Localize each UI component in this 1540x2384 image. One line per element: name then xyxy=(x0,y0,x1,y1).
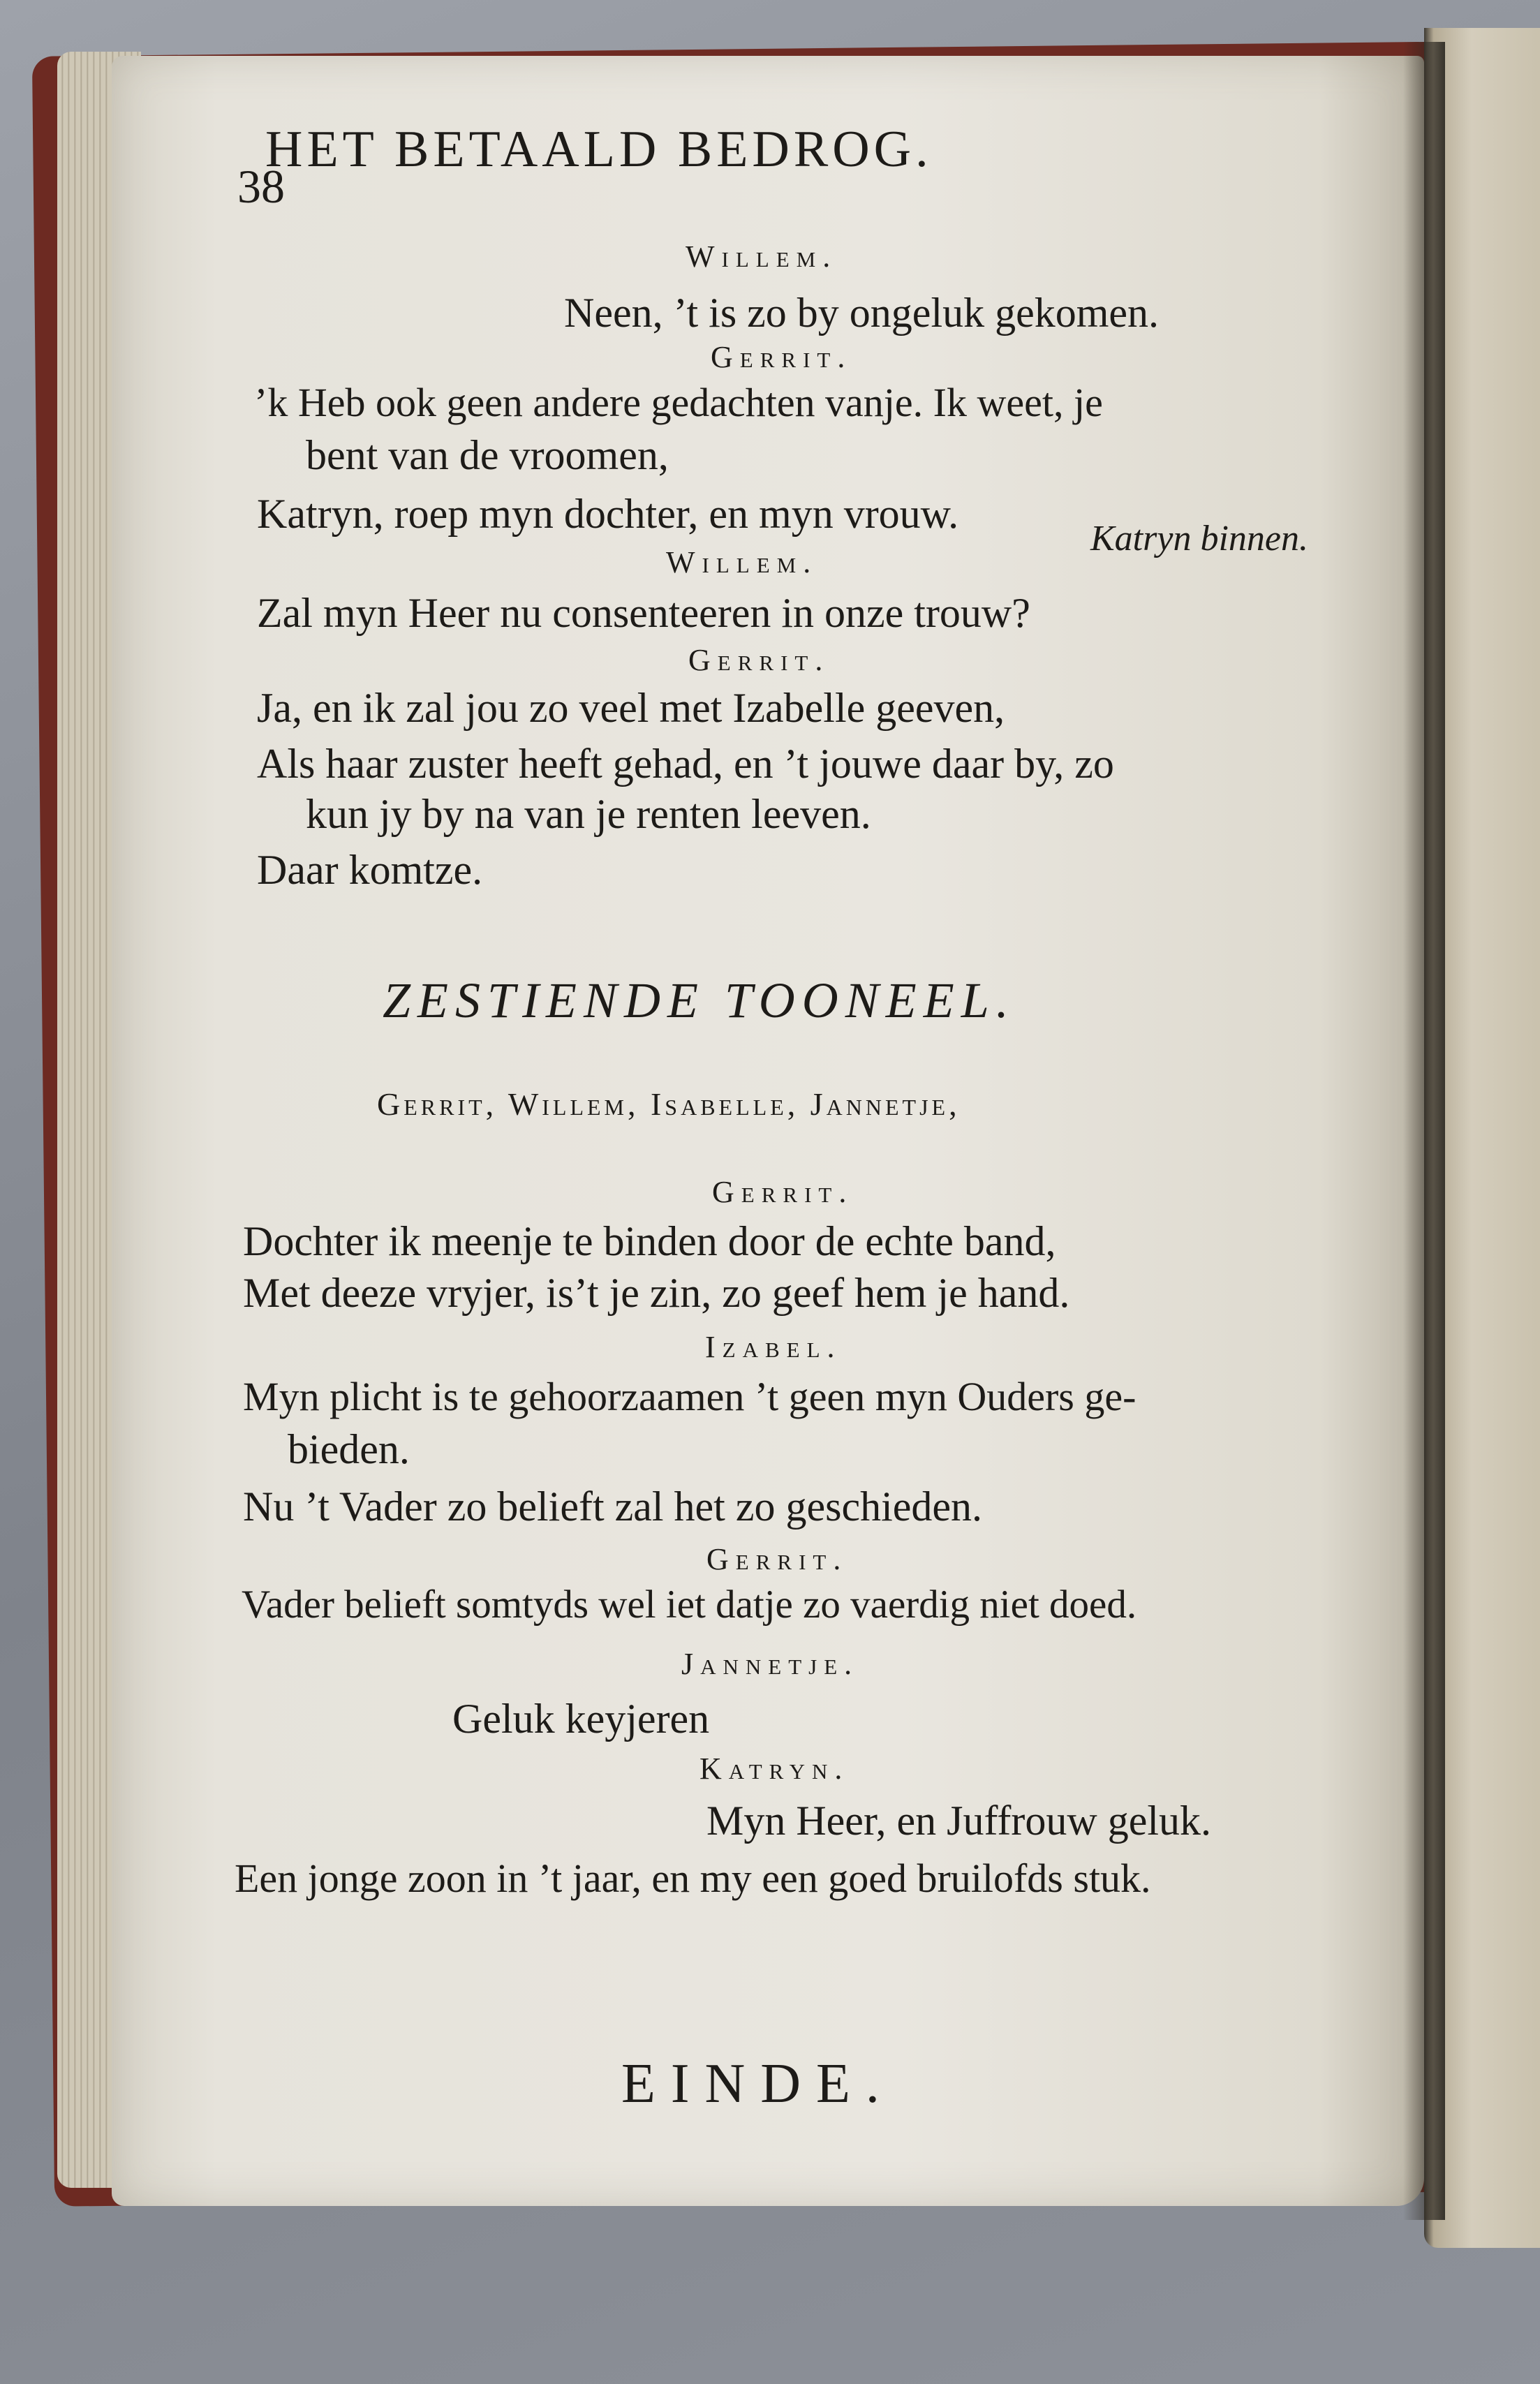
speaker-label: Katryn. xyxy=(699,1752,850,1786)
speaker-label: Willem. xyxy=(666,545,818,579)
speaker-label: Willem. xyxy=(686,239,838,274)
verse-line: Een jonge zoon in ’t jaar, en my een goed bruilofds stuk. xyxy=(235,1856,1151,1901)
verse-line: Daar komtze. xyxy=(257,847,483,893)
speaker-label: Jannetje. xyxy=(681,1647,859,1681)
verse-line: Myn plicht is te gehoorzaamen ’t geen myn Ouders ge- xyxy=(243,1374,1137,1419)
running-title: HET BETAALD BEDROG. xyxy=(265,121,933,178)
cast-list: Gerrit, Willem, Isabelle, Jannetje, xyxy=(377,1086,961,1122)
verse-line: Katryn, roep myn dochter, en myn vrouw. xyxy=(257,491,959,537)
verse-line: Als haar zuster heeft gehad, en ’t jouwe daar by, zo xyxy=(257,741,1114,787)
verse-line: Myn Heer, en Juffrouw geluk. xyxy=(706,1798,1211,1844)
scene-heading: ZESTIENDE TOONEEL. xyxy=(383,972,1016,1028)
verse-line: ’k Heb ook geen andere gedachten vanje. Ik weet, je xyxy=(254,380,1103,425)
verse-line: Dochter ik meenje te binden door de echte band, xyxy=(243,1218,1056,1264)
end-marker: EINDE. xyxy=(621,2053,895,2115)
speaker-label: Gerrit. xyxy=(706,1542,848,1576)
page-number: 38 xyxy=(237,160,285,213)
verse-line: Vader belieft somtyds wel iet datje zo vaerdig niet doed. xyxy=(242,1583,1137,1627)
stage-direction: Katryn binnen. xyxy=(1090,519,1308,558)
speaker-label: Gerrit. xyxy=(712,1175,854,1209)
verse-line: Neen, ’t is zo by ongeluk gekomen. xyxy=(564,290,1160,336)
speaker-label: Gerrit. xyxy=(688,643,830,677)
verse-line: Ja, en ik zal jou zo veel met Izabelle geeven, xyxy=(257,685,1005,731)
verse-line: Geluk keyjeren xyxy=(452,1696,710,1742)
verse-line: kun jy by na van je renten leeven. xyxy=(306,791,871,837)
verse-line: Nu ’t Vader zo belieft zal het zo geschieden. xyxy=(243,1483,983,1530)
speaker-label: Izabel. xyxy=(705,1330,842,1364)
speaker-label: Gerrit. xyxy=(711,340,852,374)
verse-line: bieden. xyxy=(288,1426,410,1472)
verse-line: Zal myn Heer nu consenteeren in onze trouw? xyxy=(257,590,1030,636)
verse-line: Met deeze vryjer, is’t je zin, zo geef hem je hand. xyxy=(243,1270,1070,1316)
verse-line: bent van de vroomen, xyxy=(306,432,669,478)
